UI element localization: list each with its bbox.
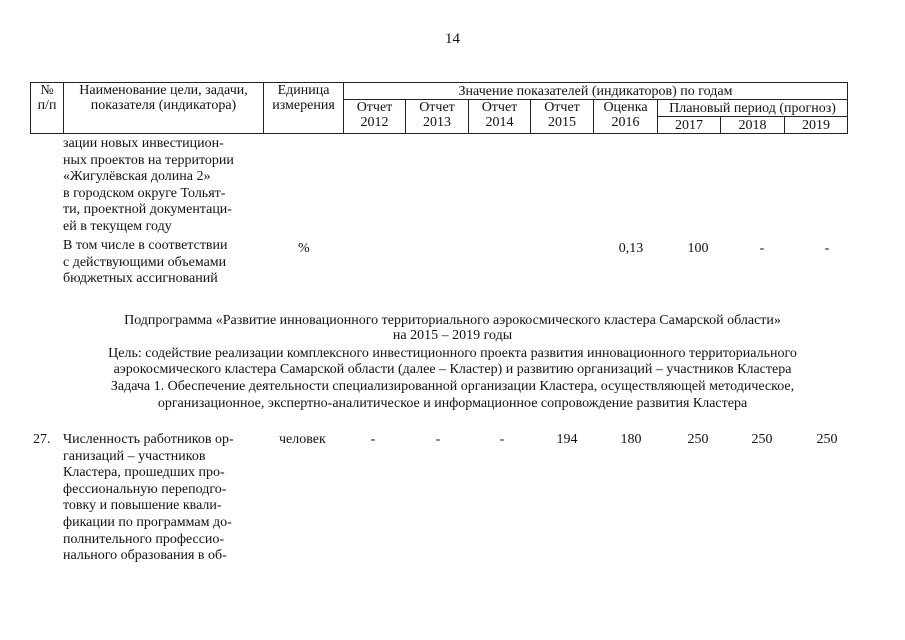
subprogram-goal-line-1: Цель: содействие реализации комплексного инвестиционного проекта развития инновационного территориального [108,346,797,361]
header-col-2015: Отчет 2015 [531,100,594,134]
sub-row-value-2017: 100 [687,241,709,256]
header-col-2017: 2017 [658,117,721,134]
row-27-value-2018: 250 [751,432,773,447]
header-col-2016: Оценка 2016 [594,100,658,134]
sub-row-text: В том числе в соответствии с действующими объемами бюджетных ассигнований [63,238,228,287]
row-27-value-2017: 250 [687,432,709,447]
header-col-2018: 2018 [721,117,785,134]
row-27-value-2013: - [435,432,441,447]
row-27-unit: человек [279,432,326,447]
subprogram-task-line-1: Задача 1. Обеспечение деятельности специализированной организации Кластера, осуществляющей методическое, [110,379,795,394]
subprogram-task-line-2: организационное, экспертно-аналитическое и информационное сопровождение развития Кластера [157,396,748,411]
header-unit: Единица измерения [264,83,344,134]
header-col-2013: Отчет 2013 [406,100,469,134]
header-values-group: Значение показателей (индикаторов) по годам [344,83,848,100]
continuation-text: зации новых инвестицион- ных проектов на территории «Жигулёвская долина 2» в городском округе Тольят- ти, проектной документаци- ей в текущем году [63,136,234,234]
row-27-value-2014: - [499,432,505,447]
subprogram-years: на 2015 – 2019 годы [392,328,513,343]
header-number: № п/п [31,83,64,134]
row-27-number: 27. [33,432,51,447]
row-27-value-2012: - [370,432,376,447]
row-27-value-2016: 180 [620,432,642,447]
sub-row-unit: % [298,241,310,256]
sub-row-value-2018: - [759,241,765,256]
header-col-2012: Отчет 2012 [344,100,406,134]
row-27-value-2019: 250 [816,432,838,447]
table-header [30,82,848,134]
page-number: 14 [445,31,460,47]
sub-row-value-2019: - [824,241,830,256]
header-col-2019: 2019 [785,117,848,134]
sub-row-value-2016: 0,13 [618,241,644,256]
subprogram-goal-line-2: аэрокосмического кластера Самарской области (далее – Кластер) и развитию организаций – участников Кластера [113,362,792,377]
header-col-2014: Отчет 2014 [469,100,531,134]
subprogram-title: Подпрограмма «Развитие инновационного территориального аэрокосмического кластера Самарской области» [124,313,781,328]
header-name: Наименование цели, задачи, показателя (индикатора) [64,83,264,134]
row-27-name: Численность работников ор- ганизаций – участников Кластера, прошедших про- фессиональную переподго- товку и повышение квали- фикации по программам до- полнительного профессио- нального образования в об- [63,432,234,564]
header-plan-period: Плановый период (прогноз) [658,100,848,117]
row-27-value-2015: 194 [556,432,578,447]
